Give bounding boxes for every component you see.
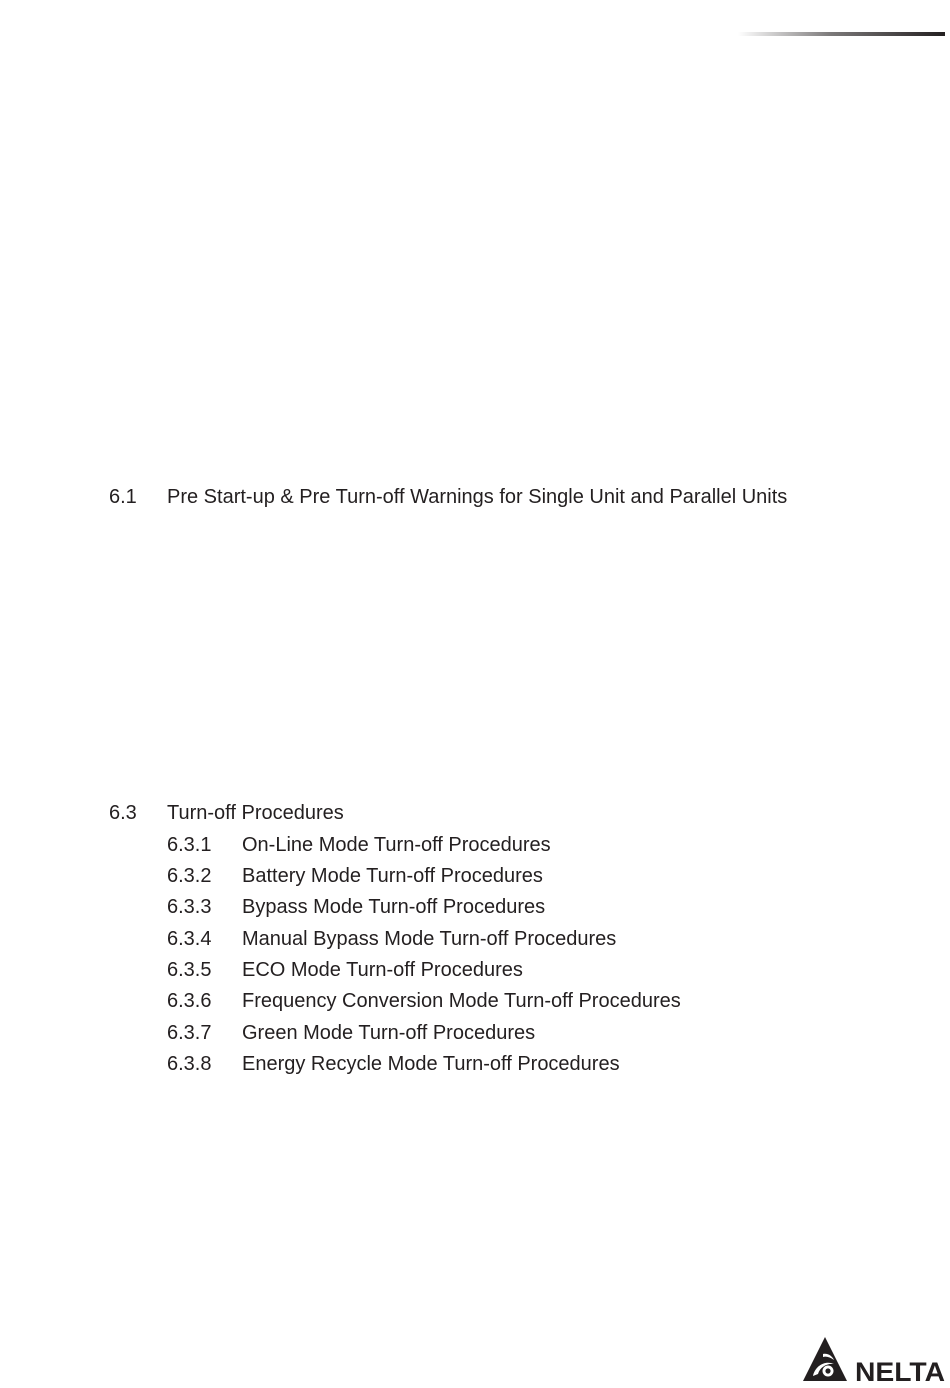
delta-logo-icon (801, 1336, 946, 1383)
toc-number: 6.3.6 (167, 990, 212, 1012)
toc-title: Battery Mode Turn-off Procedures (242, 865, 543, 887)
toc-title: Green Mode Turn-off Procedures (242, 1022, 536, 1044)
toc-number: 6.3.7 (167, 1022, 212, 1044)
toc-title: On-Line Mode Turn-off Procedures (242, 834, 551, 856)
toc-number: 6.3.5 (167, 959, 212, 981)
toc-number: 6.3.4 (167, 928, 212, 950)
toc-number: 6.3.8 (167, 1053, 212, 1075)
logo-wordmark: NELTA (855, 1357, 945, 1383)
toc-number: 6.3.3 (167, 896, 212, 918)
toc-number: 6.1 (109, 486, 137, 508)
toc-title: Frequency Conversion Mode Turn-off Procedures (242, 990, 681, 1012)
toc-title: Turn-off Procedures (167, 802, 344, 824)
header-rule (738, 32, 945, 36)
toc-title: ECO Mode Turn-off Procedures (242, 959, 523, 981)
toc-title: Energy Recycle Mode Turn-off Procedures (242, 1053, 620, 1075)
toc-number: 6.3.2 (167, 865, 212, 887)
toc-title: Bypass Mode Turn-off Procedures (242, 896, 546, 918)
delta-logo (801, 1336, 946, 1383)
toc-number: 6.3 (109, 802, 137, 824)
toc-number: 6.3.1 (167, 834, 212, 856)
toc-title: Pre Start-up & Pre Turn-off Warnings for Single Unit and Parallel Units (167, 486, 788, 508)
toc-title: Manual Bypass Mode Turn-off Procedures (242, 928, 617, 950)
